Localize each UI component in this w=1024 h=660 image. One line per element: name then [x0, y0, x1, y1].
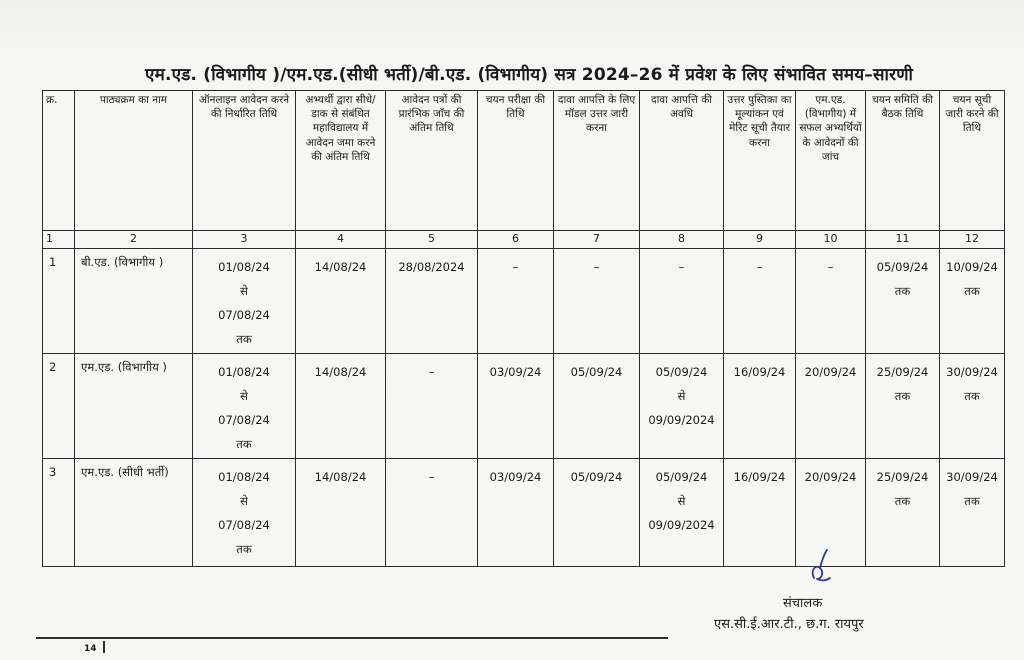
column-number: 7 — [554, 231, 640, 249]
date-text: तक — [964, 493, 980, 508]
date-text: 01/08/24 — [218, 364, 270, 379]
date-text: – — [593, 259, 600, 274]
column-number: 12 — [940, 231, 1005, 249]
date-text: – — [678, 259, 685, 274]
date-text: 14/08/24 — [314, 259, 367, 274]
date-cell — [386, 248, 478, 353]
date-text: 01/08/24 — [218, 259, 270, 274]
column-number: 9 — [724, 231, 796, 249]
date-cell — [640, 353, 724, 458]
course-name: एम.एड. (सीधी भर्ती) — [75, 458, 193, 566]
column-number: 3 — [193, 231, 296, 249]
date-text: तक — [964, 388, 980, 403]
date-cell — [866, 353, 940, 458]
date-text: – — [827, 259, 834, 274]
row-number: 1 — [43, 248, 75, 353]
schedule-table — [42, 90, 1005, 567]
table-row — [43, 458, 1005, 566]
date-text: 05/09/24 — [570, 469, 623, 484]
date-cell — [940, 353, 1005, 458]
date-text: 20/09/24 — [804, 469, 857, 484]
date-text: तक — [894, 493, 911, 508]
date-text: से — [240, 283, 248, 298]
date-cell — [866, 458, 940, 566]
page-number: 14 — [84, 644, 97, 654]
document-title: एम.एड. (विभागीय )/एम.एड.(सीधी भर्ती)/बी.एड. (विभागीय) सत्र 2024–26 में प्रवेश के लिए संभावित समय–सारणी — [145, 65, 914, 85]
column-number: 8 — [640, 231, 724, 249]
row-number: 3 — [43, 458, 75, 566]
header-cell: चयन सूची जारी करने की तिथि — [940, 91, 1005, 231]
date-cell — [296, 353, 386, 458]
date-text: – — [428, 469, 435, 484]
column-number-row — [43, 231, 1005, 249]
date-text: 16/09/24 — [733, 469, 786, 484]
row-number: 2 — [43, 353, 75, 458]
date-text: 07/08/24 — [218, 517, 270, 532]
date-cell — [554, 458, 640, 566]
date-cell — [640, 248, 724, 353]
date-text: तक — [894, 388, 911, 403]
date-cell — [554, 248, 640, 353]
course-name: एम.एड. (विभागीय ) — [75, 353, 193, 458]
date-cell — [724, 458, 796, 566]
header-cell: अभ्यर्थी द्वारा सीधे/डाक से संबंधित महाविद्यालय में आवेदन जमा करने की अंतिम तिथि — [296, 91, 386, 231]
date-text: 07/08/24 — [218, 307, 270, 322]
header-row — [43, 91, 1005, 231]
date-text: तक — [894, 283, 911, 298]
date-text: 09/09/2024 — [648, 412, 715, 427]
header-cell: दावा आपत्ति के लिए मॉडल उत्तर जारी करना — [554, 91, 640, 231]
signature-office: एस.सी.ई.आर.टी., छ.ग. रायपुर — [714, 617, 864, 632]
date-cell — [940, 248, 1005, 353]
column-number: 2 — [75, 231, 193, 249]
date-text: से — [677, 388, 686, 403]
date-text: तक — [236, 541, 252, 556]
header-cell: क्र. — [43, 91, 75, 231]
date-text: 16/09/24 — [733, 364, 786, 379]
date-cell — [478, 353, 554, 458]
date-cell — [193, 353, 296, 458]
date-cell — [193, 248, 296, 353]
header-cell: ऑनलाइन आवेदन करने की निर्धारित तिथि — [193, 91, 296, 231]
date-cell — [724, 248, 796, 353]
date-text: 14/08/24 — [314, 364, 367, 379]
table-body — [43, 248, 1005, 566]
date-text: 30/09/24 — [946, 469, 998, 484]
date-text: 05/09/24 — [570, 364, 623, 379]
date-cell — [386, 458, 478, 566]
date-cell — [193, 458, 296, 566]
column-number: 6 — [478, 231, 554, 249]
header-cell: चयन परीक्षा की तिथि — [478, 91, 554, 231]
date-text: 25/09/24 — [876, 469, 929, 484]
header-cell: एम.एड. (विभागीय) में सफल अभ्यर्थियों के आवेदनों की जांच — [796, 91, 866, 231]
date-text: से — [240, 493, 248, 508]
date-cell — [940, 458, 1005, 566]
date-text: – — [428, 364, 435, 379]
column-number: 5 — [386, 231, 478, 249]
date-text: 01/08/24 — [218, 469, 270, 484]
date-cell — [640, 458, 724, 566]
date-text: 03/09/24 — [489, 469, 542, 484]
date-text: 05/09/24 — [655, 469, 708, 484]
date-text: 30/09/24 — [946, 364, 998, 379]
date-text: 14/08/24 — [314, 469, 367, 484]
date-cell — [296, 458, 386, 566]
date-text: 28/08/2024 — [398, 259, 465, 274]
date-cell — [386, 353, 478, 458]
date-text: 25/09/24 — [876, 364, 929, 379]
column-number: 1 — [43, 231, 75, 249]
date-text: 03/09/24 — [489, 364, 542, 379]
date-text: तक — [236, 436, 252, 451]
date-text: 09/09/2024 — [648, 517, 715, 532]
header-cell: आवेदन पत्रों की प्रारंभिक जाँच की अंतिम तिथि — [386, 91, 478, 231]
header-cell: दावा आपत्ति की अवधि — [640, 91, 724, 231]
date-cell — [478, 248, 554, 353]
date-cell — [866, 248, 940, 353]
date-cell — [724, 353, 796, 458]
date-cell — [296, 248, 386, 353]
column-number: 11 — [866, 231, 940, 249]
date-text: – — [512, 259, 519, 274]
header-cell: उत्तर पुस्तिका का मूल्यांकन एवं मेरिट सूची तैयार करना — [724, 91, 796, 231]
date-text: 10/09/24 — [946, 259, 998, 274]
date-text: से — [677, 493, 686, 508]
table-row — [43, 248, 1005, 353]
date-cell — [554, 353, 640, 458]
page-number-divider — [103, 641, 105, 653]
date-text: तक — [236, 331, 252, 346]
date-text: 07/08/24 — [218, 412, 270, 427]
date-text: 05/09/24 — [876, 259, 929, 274]
date-text: 20/09/24 — [804, 364, 857, 379]
date-text: से — [240, 388, 248, 403]
header-cell: पाठ्यक्रम का नाम — [75, 91, 193, 231]
date-cell — [796, 248, 866, 353]
date-cell — [478, 458, 554, 566]
footer-rule — [36, 637, 668, 639]
column-number: 10 — [796, 231, 866, 249]
signature-title: संचालक — [783, 596, 823, 611]
signature-mark — [800, 548, 840, 588]
date-text: – — [756, 259, 763, 274]
table-row — [43, 353, 1005, 458]
date-text: तक — [964, 283, 980, 298]
date-text: 05/09/24 — [655, 364, 708, 379]
course-name: बी.एड. (विभागीय ) — [75, 248, 193, 353]
date-cell — [796, 353, 866, 458]
header-cell: चयन समिति की बैठक तिथि — [866, 91, 940, 231]
column-number: 4 — [296, 231, 386, 249]
